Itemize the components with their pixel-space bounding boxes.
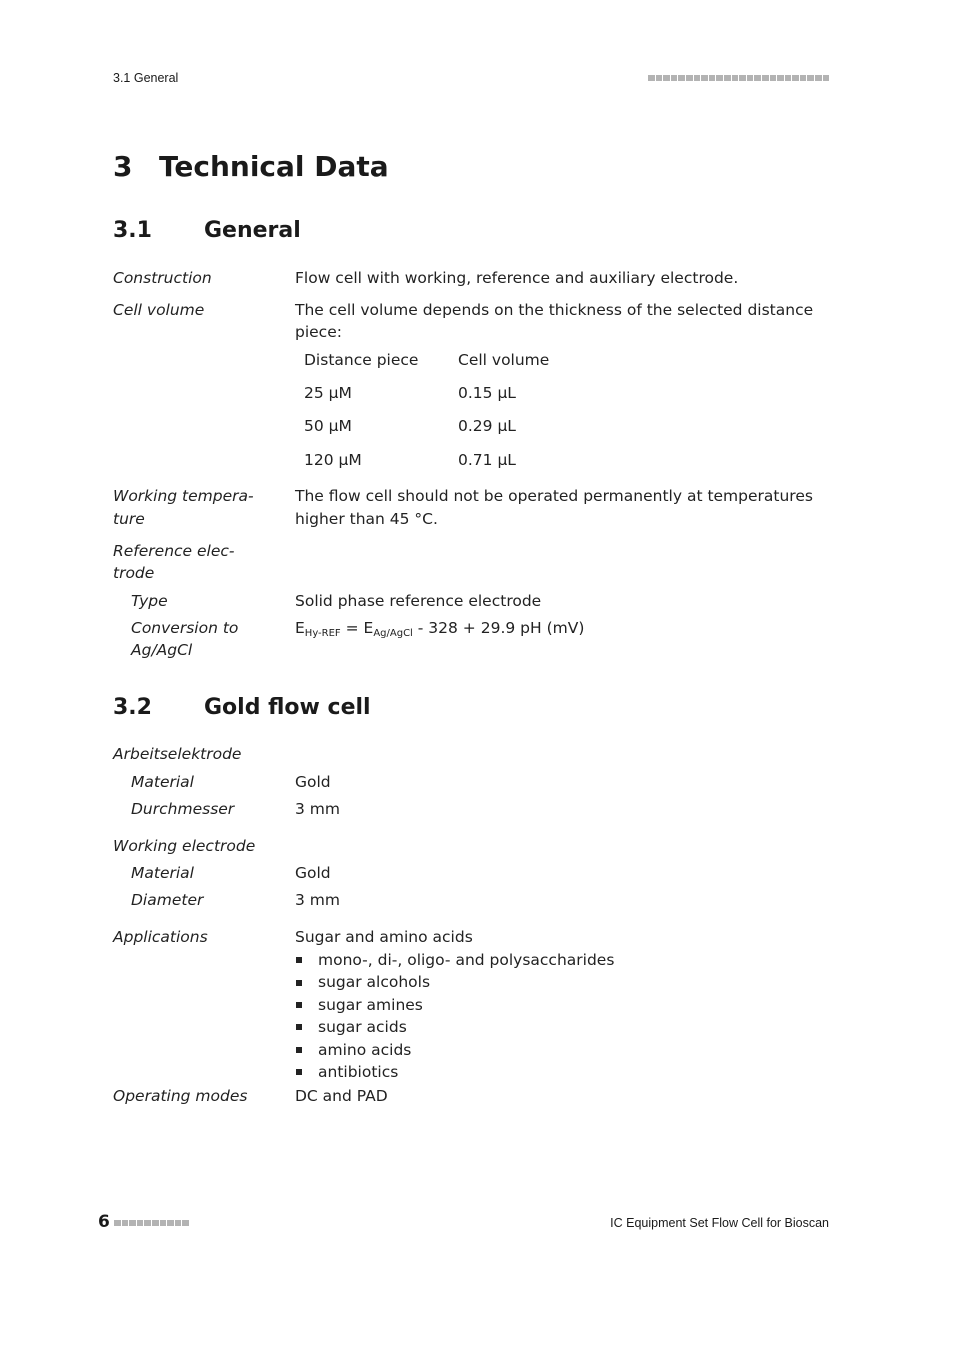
working-electrode-label: Working electrode <box>113 837 256 855</box>
list-item <box>295 1016 614 1038</box>
list-item <box>295 971 614 993</box>
chapter-title: Technical Data <box>159 150 389 183</box>
table-cell: 0.29 µL <box>458 417 516 435</box>
formula-e1: E <box>295 619 305 637</box>
chapter-heading <box>113 150 389 183</box>
section-number: 3.2 <box>113 695 152 720</box>
bullet-icon <box>296 980 302 986</box>
diameter-value: 3 mm <box>295 891 340 909</box>
list-item-text: sugar acids <box>318 1018 407 1037</box>
temperature-text-2: higher than 45 °C. <box>295 510 438 528</box>
running-header-section: 3.1 General <box>113 71 179 85</box>
temperature-label-1: Working tempera- <box>113 487 254 505</box>
list-item-text: sugar alcohols <box>318 973 431 992</box>
arbeitselektrode-label: Arbeitselektrode <box>113 745 242 763</box>
material-label: Material <box>131 864 194 882</box>
list-item <box>295 949 614 971</box>
list-item <box>295 1061 614 1083</box>
durchmesser-value: 3 mm <box>295 800 340 818</box>
material-value: Gold <box>295 864 331 882</box>
construction-value: Flow cell with working, reference and auxiliary electrode. <box>295 269 739 287</box>
formula-sub1: Hy-REF <box>304 628 341 639</box>
bullet-icon <box>296 1047 302 1053</box>
list-item-text: amino acids <box>318 1040 412 1059</box>
section-number: 3.1 <box>113 218 152 243</box>
diameter-label: Diameter <box>131 891 204 909</box>
list-item <box>295 1039 614 1061</box>
type-value: Solid phase reference electrode <box>295 592 542 610</box>
table-cell: 120 µM <box>304 451 362 469</box>
section-title: General <box>204 218 301 243</box>
cell-volume-text-2: piece: <box>295 323 342 341</box>
formula-sub2: Ag/AgCl <box>373 628 413 639</box>
formula-eq: = E <box>340 619 374 637</box>
footer-decoration-dots <box>114 1220 189 1226</box>
bullet-icon <box>296 1024 302 1030</box>
conversion-label-2: Ag/AgCl <box>131 641 193 659</box>
temperature-text-1: The flow cell should not be operated permanently at temperatures <box>295 487 813 505</box>
construction-label: Construction <box>113 269 212 287</box>
table-cell: 50 µM <box>304 417 352 435</box>
reference-label-2: trode <box>113 564 155 582</box>
cell-volume-label: Cell volume <box>113 301 205 319</box>
section-heading-3-1 <box>113 218 301 243</box>
reference-label-1: Reference elec- <box>113 542 235 560</box>
list-item-text: mono-, di-, oligo- and polysaccharides <box>318 951 615 969</box>
durchmesser-label: Durchmesser <box>131 800 235 818</box>
type-label: Type <box>131 592 168 610</box>
formula-rest: - 328 + 29.9 pH (mV) <box>412 619 585 637</box>
list-item-text: antibiotics <box>318 1063 399 1082</box>
operating-modes-label: Operating modes <box>113 1087 248 1105</box>
footer-document-title: IC Equipment Set Flow Cell for Bioscan <box>610 1216 829 1230</box>
applications-intro: Sugar and amino acids <box>295 928 473 946</box>
table-cell: 25 µM <box>304 384 352 402</box>
bullet-icon <box>296 1069 302 1075</box>
list-item <box>295 994 614 1016</box>
table-header-volume: Cell volume <box>458 351 550 369</box>
section-heading-3-2 <box>113 695 371 720</box>
table-cell: 0.15 µL <box>458 384 516 402</box>
cell-volume-text-1: The cell volume depends on the thickness of the selected distance <box>295 301 814 319</box>
list-item-text: sugar amines <box>318 995 423 1014</box>
temperature-label-2: ture <box>113 510 145 528</box>
conversion-formula <box>295 617 584 640</box>
bullet-icon <box>296 1002 302 1008</box>
applications-label: Applications <box>113 928 208 946</box>
applications-list <box>295 949 614 1083</box>
bullet-icon <box>296 957 302 963</box>
material-value: Gold <box>295 773 331 791</box>
table-header-distance: Distance piece <box>304 351 419 369</box>
table-cell: 0.71 µL <box>458 451 516 469</box>
section-title: Gold flow cell <box>204 695 371 720</box>
conversion-label-1: Conversion to <box>131 619 239 637</box>
material-label: Material <box>131 773 194 791</box>
header-decoration-dots <box>648 75 829 81</box>
chapter-number: 3 <box>113 150 133 183</box>
page-number: 6 <box>98 1212 110 1232</box>
operating-modes-value: DC and PAD <box>295 1087 388 1105</box>
